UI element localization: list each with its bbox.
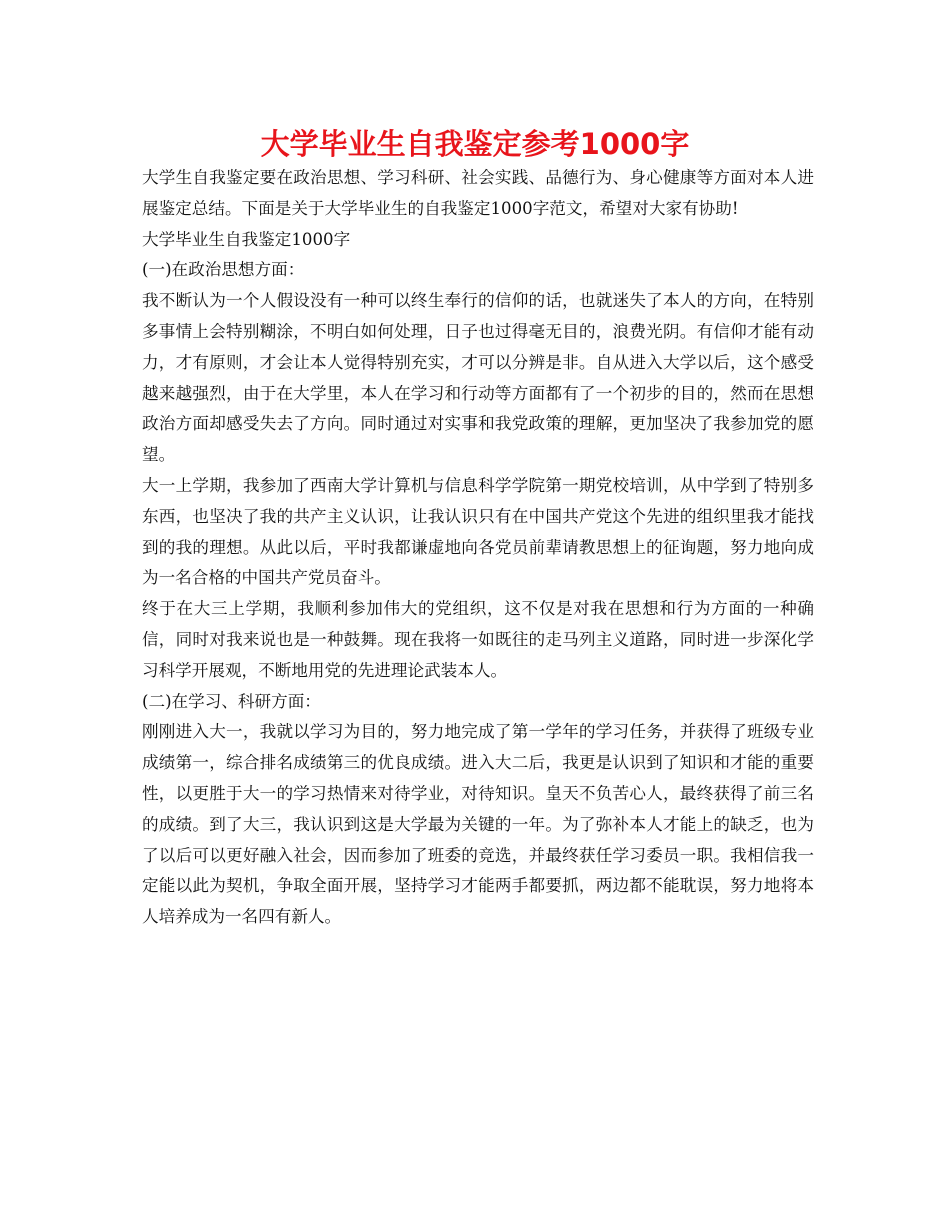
section-heading-politics: (一)在政治思想方面： <box>142 260 305 280</box>
paragraph-study: 刚刚进入大一，我就以学习为目的，努力地完成了第一学年的学习任务，并获得了班级专业成绩第一，综合排名成绩第三的优良成绩。进入大二后，我更是认识到了知识和才能的重要性，以更胜于大一的学习热情来对待学业，对待知识。皇天不负苦心人，最终获得了前三名的成绩。到了大三，我认识到这是大学最为关键的一年。为了弥补本人才能上的缺乏，也为了以后可以更好融入社会，因而参加了班委的竞选，并最终获任学习委员一职。我相信我一定能以此为契机，争取全面开展，坚持学习才能两手都要抓，两边都不能耽误，努力地将本人培养成为一名四有新人。 <box>142 722 814 927</box>
document-title: 大学毕业生自我鉴定参考1000字 <box>260 127 690 161</box>
paragraph-intro: 大学生自我鉴定要在政治思想、学习科研、社会实践、品德行为、身心健康等方面对本人进展鉴定总结。下面是关于大学毕业生的自我鉴定1000字范文，希望对大家有协助! <box>142 168 814 218</box>
paragraph-politics-belief: 我不断认为一个人假设没有一种可以终生奉行的信仰的话，也就迷失了本人的方向，在特别多事情上会特别糊涂，不明白如何处理，日子也过得毫无目的，浪费光阴。有信仰才能有动力，才有原则，才会让本人觉得特别充实，才可以分辨是非。自从进入大学以后，这个感受越来越强烈，由于在大学里，本人在学习和行动等方面都有了一个初步的目的，然而在思想政治方面却感受失去了方向。同时通过对实事和我党政策的理解，更加坚决了我参加党的愿望。 <box>142 291 814 465</box>
section-heading-study: (二)在学习、科研方面： <box>142 691 321 711</box>
document-body <box>142 163 814 933</box>
paragraph-politics-joined: 终于在大三上学期，我顺利参加伟大的党组织，这不仅是对我在思想和行为方面的一种确信，同时对我来说也是一种鼓舞。现在我将一如既往的走马列主义道路，同时进一步深化学习科学开展观，不断地用党的先进理论武装本人。 <box>142 599 814 680</box>
paragraph-politics-party-school: 大一上学期，我参加了西南大学计算机与信息科学学院第一期党校培训，从中学到了特别多东西，也坚决了我的共产主义认识，让我认识只有在中国共产党这个先进的组织里我才能找到的我的理想。从此以后，平时我都谦虚地向各党员前辈请教思想上的征询题，努力地向成为一名合格的中国共产党员奋斗。 <box>142 475 814 588</box>
paragraph-subtitle: 大学毕业生自我鉴定1000字 <box>142 229 351 249</box>
